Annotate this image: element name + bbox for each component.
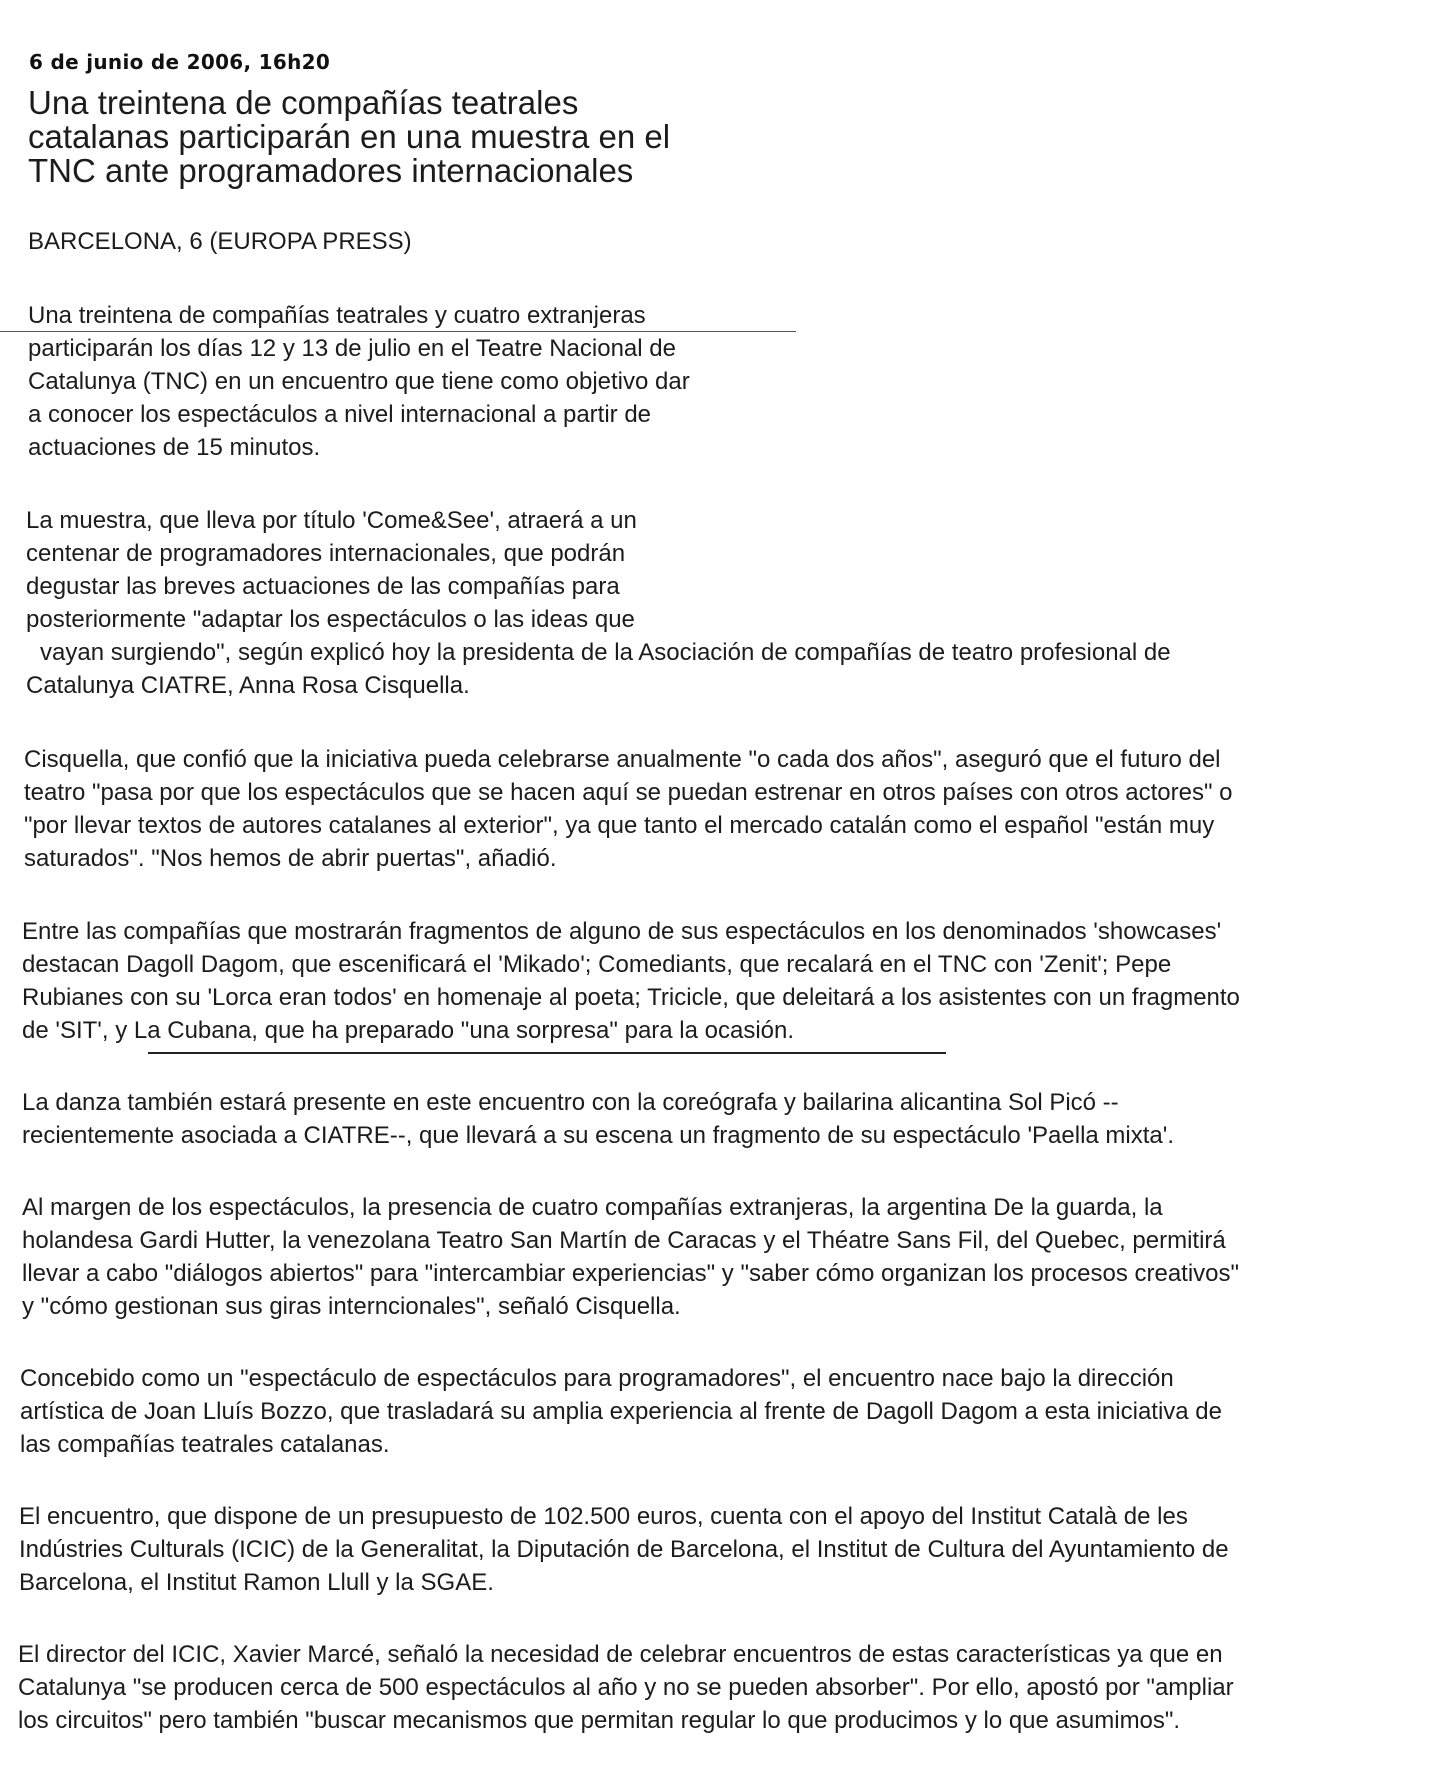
paragraph-line: Catalunya (TNC) en un encuentro que tiene como objetivo dar: [28, 368, 690, 395]
paragraph: [24, 743, 1232, 875]
paragraph-line: teatro "pasa por que los espectáculos que se hacen aquí se puedan estrenar en otros países con otros actores" o: [24, 779, 1233, 806]
paragraph-line: a conocer los espectáculos a nivel internacional a partir de: [28, 401, 652, 428]
headline-line: Una treintena de compañías teatrales: [28, 84, 579, 121]
byline: BARCELONA, 6 (EUROPA PRESS): [28, 228, 412, 255]
paragraph-line: y "cómo gestionan sus giras interncionales", señaló Cisquella.: [22, 1293, 681, 1320]
paragraph-line: llevar a cabo "diálogos abiertos" para "intercambiar experiencias" y "saber cómo organizan los procesos creativos": [22, 1260, 1240, 1287]
paragraph: [22, 1086, 1174, 1152]
paragraph-line: La danza también estará presente en este encuentro con la coreógrafa y bailarina alicantina Sol Picó --: [22, 1089, 1119, 1116]
paragraph: [22, 915, 1240, 1047]
paragraph-line: Indústries Culturals (ICIC) de la Generalitat, la Diputación de Barcelona, el Institut de Cultura del Ayuntamiento de: [19, 1536, 1229, 1563]
paragraph-line: Entre las compañías que mostrarán fragmentos de alguno de sus espectáculos en los denominados 'showcases': [22, 918, 1222, 945]
paragraph-line: El director del ICIC, Xavier Marcé, señaló la necesidad de celebrar encuentros de estas características ya que en: [18, 1641, 1223, 1668]
dateline: 6 de junio de 2006, 16h20: [29, 50, 331, 74]
pen-underline: [148, 1052, 946, 1054]
paragraph-line: Catalunya "se producen cerca de 500 espectáculos al año y no se pueden absorber". Por ello, apostó por "ampliar: [18, 1674, 1234, 1701]
paragraph-line: Una treintena de compañías teatrales y cuatro extranjeras: [28, 302, 646, 329]
paragraph-line: saturados". "Nos hemos de abrir puertas", añadió.: [24, 845, 557, 872]
paragraph-line: centenar de programadores internacionales, que podrán: [26, 540, 626, 567]
paragraph-line: destacan Dagoll Dagom, que escenificará el 'Mikado'; Comediants, que recalará en el TNC con 'Zenit'; Pepe: [22, 951, 1172, 978]
headline-line: TNC ante programadores internacionales: [28, 152, 634, 189]
paragraph: [20, 1362, 1222, 1461]
paragraph-line: Rubianes con su 'Lorca eran todos' en homenaje al poeta; Tricicle, que deleitará a los asistentes con un fragmento: [22, 984, 1240, 1011]
paragraph-line: "por llevar textos de autores catalanes al exterior", ya que tanto el mercado catalán como el español "están muy: [24, 812, 1215, 839]
paragraph-line: Concebido como un "espectáculo de espectáculos para programadores", el encuentro nace bajo la dirección: [20, 1365, 1174, 1392]
paragraph-line: Al margen de los espectáculos, la presencia de cuatro compañías extranjeras, la argentina De la guarda, la: [22, 1194, 1163, 1221]
paragraph-line: de 'SIT', y La Cubana, que ha preparado "una sorpresa" para la ocasión.: [22, 1017, 795, 1044]
paragraph-line: El encuentro, que dispone de un presupuesto de 102.500 euros, cuenta con el apoyo del Institut Català de les: [19, 1503, 1188, 1530]
paragraph: [18, 1638, 1234, 1737]
paragraph: [26, 504, 1171, 702]
paragraph-line: Barcelona, el Institut Ramon Llull y la SGAE.: [19, 1569, 494, 1596]
paragraph-line: las compañías teatrales catalanas.: [20, 1431, 390, 1458]
paragraph-line: artística de Joan Lluís Bozzo, que trasladará su amplia experiencia al frente de Dagoll Dagom a esta iniciativa de: [20, 1398, 1223, 1425]
paragraph-line: degustar las breves actuaciones de las compañías para: [26, 573, 620, 600]
paragraph-line: recientemente asociada a CIATRE--, que llevará a su escena un fragmento de su espectáculo 'Paella mixta'.: [22, 1122, 1174, 1149]
paragraph: [28, 299, 690, 464]
paragraph: [22, 1191, 1239, 1323]
paragraph-line: vayan surgiendo", según explicó hoy la presidenta de la Asociación de compañías de teatro profesional de: [40, 639, 1171, 666]
paragraph-line: holandesa Gardi Hutter, la venezolana Teatro San Martín de Caracas y el Théatre Sans Fil, del Quebec, permitirá: [22, 1227, 1226, 1254]
paragraph-line: actuaciones de 15 minutos.: [28, 434, 321, 461]
paragraph-line: Cisquella, que confió que la iniciativa pueda celebrarse anualmente "o cada dos años", aseguró que el futuro del: [24, 746, 1221, 773]
paragraph-line: los circuitos" pero también "buscar mecanismos que permitan regular lo que producimos y lo que asumimos".: [18, 1707, 1181, 1734]
headline-line: catalanas participarán en una muestra en el: [28, 118, 671, 155]
headline: [28, 86, 848, 188]
paragraph-line: participarán los días 12 y 13 de julio en el Teatre Nacional de: [28, 335, 676, 362]
paragraph: [19, 1500, 1229, 1599]
paragraph-line: Catalunya CIATRE, Anna Rosa Cisquella.: [26, 672, 470, 699]
paragraph-line: La muestra, que lleva por título 'Come&See', atraerá a un: [26, 507, 637, 534]
paragraph-line: posteriormente "adaptar los espectáculos o las ideas que: [26, 606, 635, 633]
